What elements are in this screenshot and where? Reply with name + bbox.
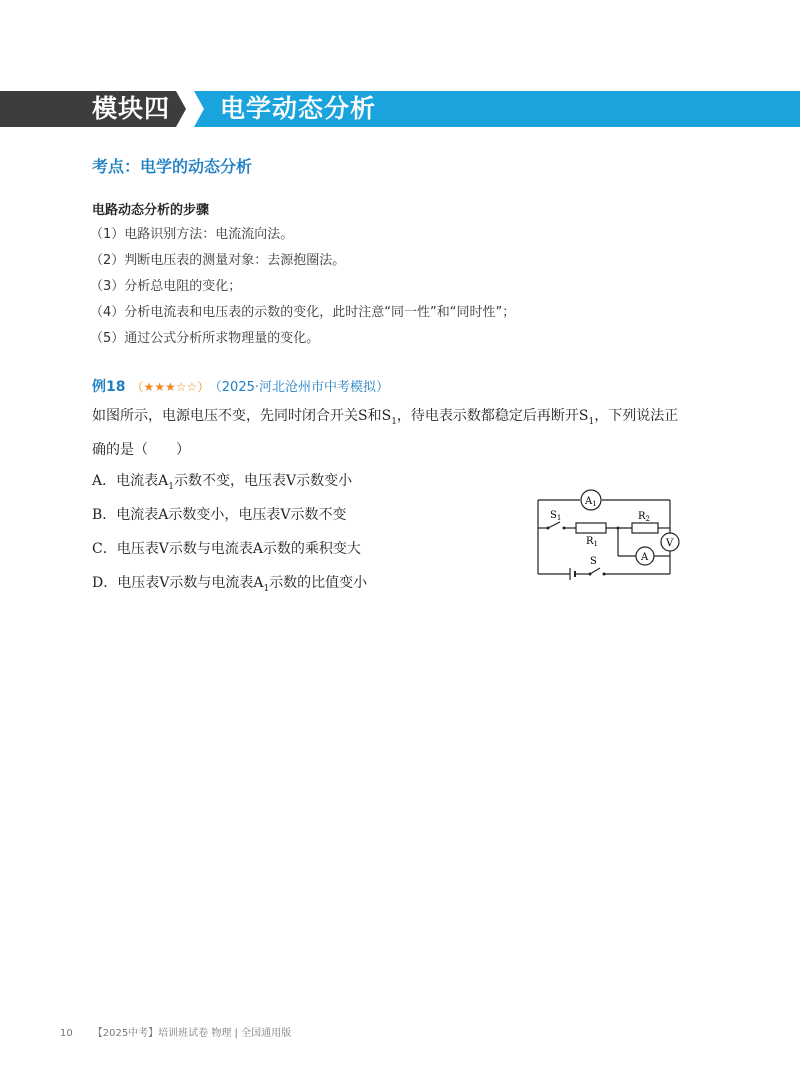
module-banner	[0, 91, 800, 127]
voltmeter-label: V	[666, 538, 674, 549]
resistor-r2-label: $R_2$	[638, 511, 650, 523]
step-item: （4）分析电流表和电压表的示数的变化，此时注意“同一性”和“同时性”；	[90, 305, 516, 320]
step-item: （1）电路识别方法：电流流向法。	[90, 227, 294, 242]
module-label: 模块四	[92, 94, 171, 123]
step-item: （2）判断电压表的测量对象：去源抱圈法。	[90, 253, 346, 268]
example-label: 例18	[92, 379, 126, 395]
difficulty-stars: （★★★☆☆）	[131, 380, 210, 394]
option-a[interactable]: A．电流表$A_1$示数不变，电压表V示数变小	[92, 473, 353, 492]
resistor-r1-label: $R_1$	[586, 536, 598, 548]
step-item: （5）通过公式分析所求物理量的变化。	[90, 331, 320, 346]
option-c[interactable]: C．电压表V示数与电流表A示数的乘积变大	[92, 541, 361, 557]
option-d[interactable]: D．电压表V示数与电流表$A_1$示数的比值变小	[92, 575, 368, 594]
question-text: 如图所示，电源电压不变，先同时闭合开关S和$S_1$，待电表示数都稳定后再断开$S_1$，下列说法正确的是（ ）	[92, 408, 679, 458]
step-item: （3）分析总电阻的变化；	[90, 279, 242, 294]
option-b[interactable]: B．电流表A示数变小，电压表V示数不变	[92, 507, 347, 523]
ammeter-a1-label: $A_1$	[585, 496, 597, 508]
circuit-diagram	[520, 484, 700, 584]
footer-text: 【2025中考】培训班试卷 物理 | 全国通用版	[92, 1028, 292, 1039]
switch-s-label: S	[590, 556, 597, 567]
example-source: （2025·河北沧州市中考模拟）	[215, 380, 389, 395]
module-title: 电学动态分析	[220, 94, 377, 123]
steps-title: 电路动态分析的步骤	[92, 203, 210, 218]
ammeter-a-label: A	[641, 552, 649, 563]
page-number: 10	[60, 1028, 73, 1039]
topic-heading: 考点：电学的动态分析	[92, 157, 253, 176]
switch-s1-label: $S_1$	[550, 510, 562, 522]
example-header	[92, 376, 389, 396]
page-footer	[60, 1024, 291, 1039]
